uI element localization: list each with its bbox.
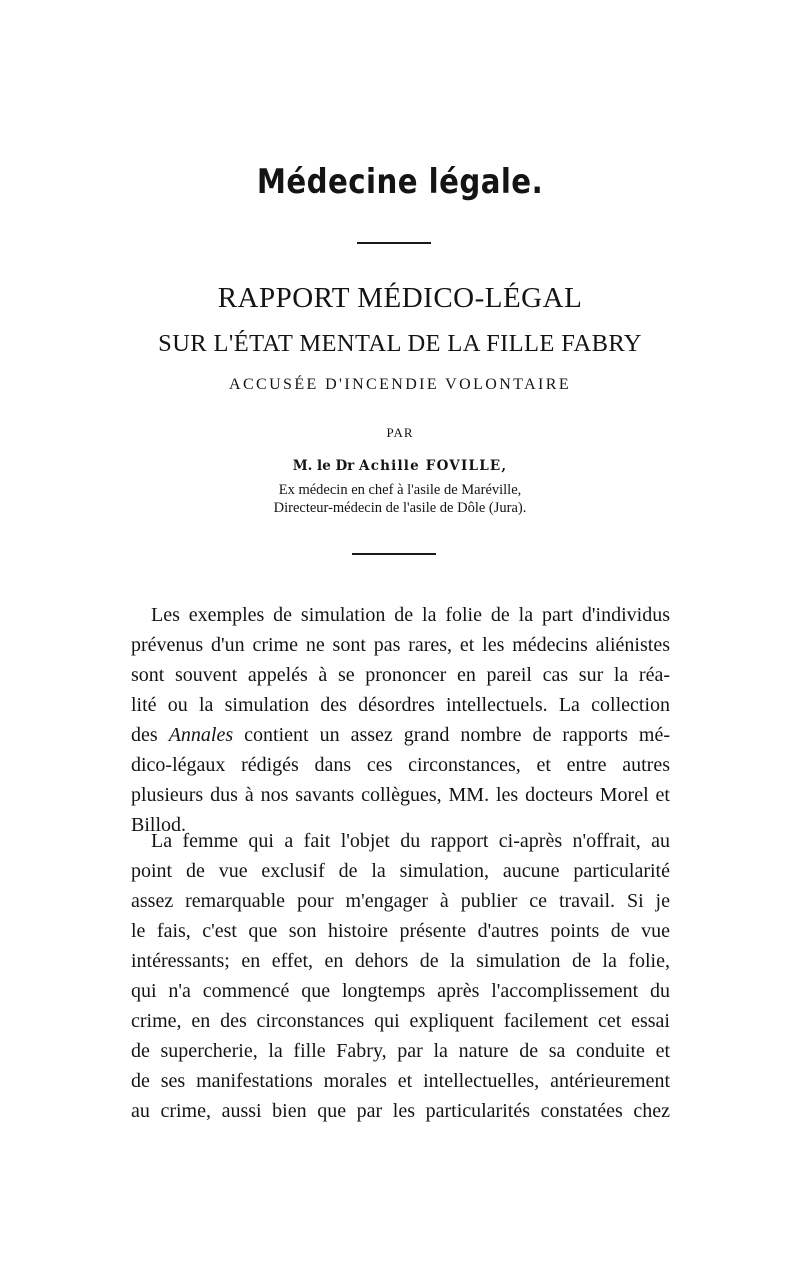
body-line [131, 720, 670, 750]
by-label: PAR [386, 425, 414, 440]
author-line [0, 458, 800, 474]
body-line: lité ou la simulation des désordres intellectuels. La collection [131, 694, 670, 716]
body-line: de ses manifestations morales et intellectuelles, antérieurement [131, 1070, 670, 1092]
journal-title: Annales [168, 724, 234, 746]
body-line: le fais, c'est que son histoire présente d'autres points de vue [131, 920, 670, 942]
body-line: point de vue exclusif de la simulation, aucune particularité [131, 860, 670, 882]
author-affiliation-2: Directeur-médecin de l'asile de Dôle (Jura). [273, 500, 527, 516]
author-affiliation-1: Ex médecin en chef à l'asile de Maréville, [278, 482, 522, 498]
body-line: qui n'a commencé que longtemps après l'accomplissement du [131, 980, 670, 1002]
body-line: dico-légaux rédigés dans ces circonstances, et entre autres [131, 754, 670, 776]
body-line: au crime, aussi bien que par les particularités constatées chez [131, 1100, 670, 1122]
body-line: crime, en des circonstances qui expliquent facilement cet essai [131, 1010, 670, 1032]
body-line: Les exemples de simulation de la folie de la part d'individus [151, 604, 670, 626]
body-line: La femme qui a fait l'objet du rapport ci-après n'offrait, au [151, 830, 670, 852]
header-divider [352, 553, 436, 555]
body-line: prévenus d'un crime ne sont pas rares, et les médecins aliénistes [131, 634, 670, 656]
author-name: Achille FOVILLE, [359, 458, 508, 474]
section-title: Médecine légale. [256, 162, 544, 202]
body-line: sont souvent appelés à se prononcer en pareil cas sur la réa- [131, 664, 670, 686]
body-line: intéressants; en effet, en dehors de la simulation de la folie, [131, 950, 670, 972]
author-prefix: M. le Dr [292, 458, 355, 474]
body-line: plusieurs dus à nos savants collègues, MM. les docteurs Morel et [131, 784, 670, 806]
body-text: contient un assez grand nombre de rapports mé- [244, 724, 670, 746]
report-title-line-2: SUR L'ÉTAT MENTAL DE LA FILLE FABRY [158, 330, 642, 357]
title-divider [357, 242, 431, 244]
body-line: Billod. [131, 814, 187, 836]
body-line: assez remarquable pour m'engager à publier ce travail. Si je [131, 890, 670, 912]
report-title-line-3: ACCUSÉE D'INCENDIE VOLONTAIRE [229, 376, 571, 393]
body-line: de supercherie, la fille Fabry, par la nature de sa conduite et [131, 1040, 670, 1062]
report-title-line-1: RAPPORT MÉDICO-LÉGAL [217, 282, 583, 314]
body-text: des [131, 724, 158, 746]
